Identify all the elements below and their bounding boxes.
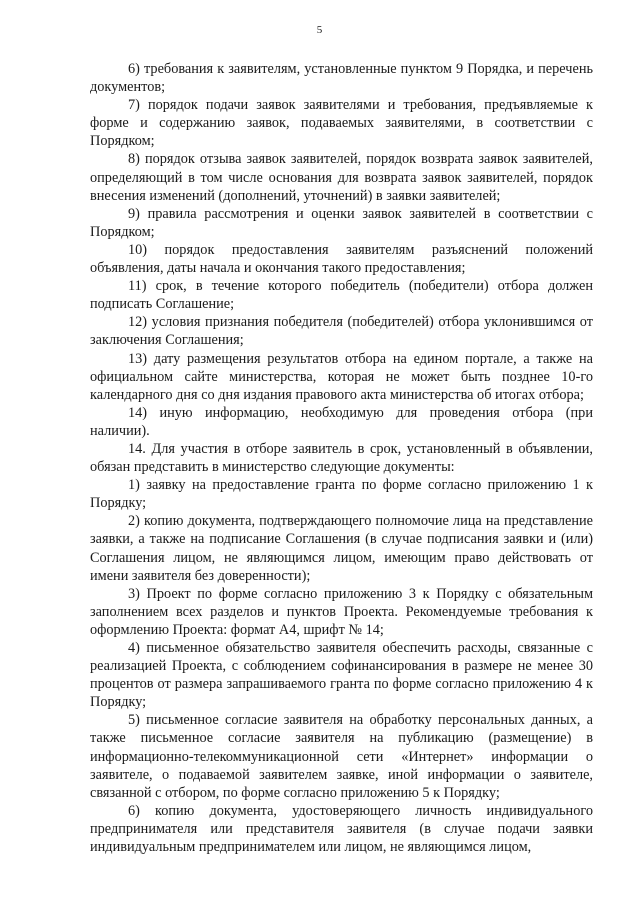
paragraph-item-14: 14) иную информацию, необходимую для проведения отбора (при наличии). xyxy=(90,404,593,439)
document-item-3: 3) Проект по форме согласно приложению 3 к Порядку с обязательным заполнением всех разделов и пунктов Проекта. Рекомендуемые требования к оформлению Проекта: формат А4, шрифт № 14; xyxy=(90,585,593,638)
document-item-4: 4) письменное обязательство заявителя обеспечить расходы, связанные с реализацией Проекта, с соблюдением софинансирования в размере не менее 30 процентов от размера запрашиваемого гранта по форме согласно приложению 4 к Порядку; xyxy=(90,640,593,711)
document-item-1: 1) заявку на предоставление гранта по форме согласно приложению 1 к Порядку; xyxy=(90,477,593,512)
paragraph-section-14: 14. Для участия в отборе заявитель в срок, установленный в объявлении, обязан представить в министерство следующие документы: xyxy=(90,440,593,476)
document-item-6: 6) копию документа, удостоверяющего личность индивидуального предпринимателя или представителя заявителя (в случае подачи заявки индивидуальным предпринимателем или лицом, не являющимся лицом, xyxy=(90,802,593,856)
paragraph-item-9: 9) правила рассмотрения и оценки заявок заявителей в соответствии с Порядком; xyxy=(90,205,593,240)
paragraph-item-10: 10) порядок предоставления заявителям разъяснений положений объявления, даты начала и окончания такого предоставления; xyxy=(90,241,593,277)
paragraph-item-12: 12) условия признания победителя (победителей) отбора уклонившимся от заключения Соглашения; xyxy=(90,314,593,349)
document-body xyxy=(90,60,593,856)
document-item-2: 2) копию документа, подтверждающего полномочие лица на представление заявки, а также на подписание Соглашения (в случае подписания заявки и (или) Соглашения лицом, не являющимся лицом, имеющим право действовать от имени заявителя без доверенности); xyxy=(90,513,593,584)
document-item-5: 5) письменное согласие заявителя на обработку персональных данных, а также письменное согласие заявителя на публикацию (размещение) в информационно-телекоммуникационной сети «Интернет» информации о заявителе, о подаваемой заявителем заявке, иной информации о заявителе, связанной с отбором, по форме согласно приложению 5 к Порядку; xyxy=(90,712,593,801)
paragraph-item-13: 13) дату размещения результатов отбора на едином портале, а также на официальном сайте министерства, которая не может быть позднее 10-го календарного дня со дня издания правового акта министерства об итогах отбора; xyxy=(90,350,593,403)
page-number: 5 xyxy=(316,24,323,36)
paragraph-item-6: 6) требования к заявителям, установленные пунктом 9 Порядка, и перечень документов; xyxy=(90,61,593,96)
paragraph-item-8: 8) порядок отзыва заявок заявителей, порядок возврата заявок заявителей, определяющий в том числе основания для возврата заявок заявителей, порядок внесения изменений (дополнений, уточнений) в заявки заявителей; xyxy=(90,151,593,204)
paragraph-item-11: 11) срок, в течение которого победитель (победители) отбора должен подписать Соглашение; xyxy=(90,278,593,313)
paragraph-item-7: 7) порядок подачи заявок заявителями и требования, предъявляемые к форме и содержанию заявок, подаваемых заявителями, в соответствии с Порядком; xyxy=(90,97,593,150)
